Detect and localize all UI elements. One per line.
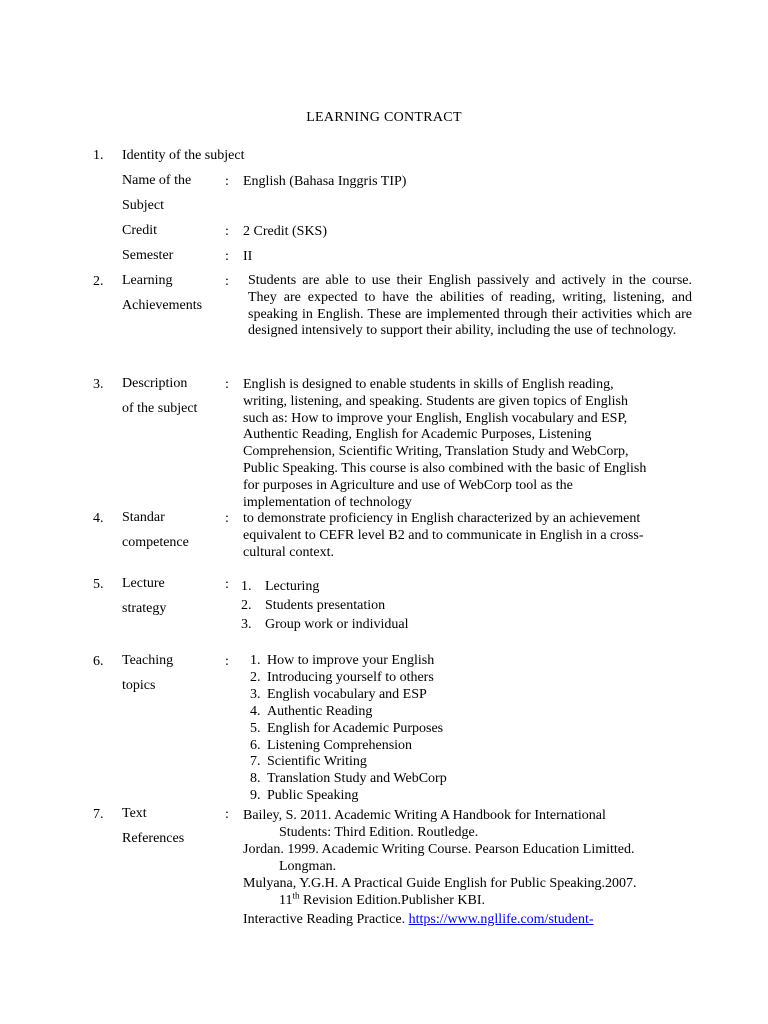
list-item: 2. Introducing yourself to others [250,669,434,685]
competence-text: to demonstrate proficiency in English characterized by an achievement equivalent to CEFR level B2 and to communicate in English in a cross- cultural context. [243,511,644,560]
reference-item: Bailey, S. 2011. Academic Writing A Handbook for International Students: Third Edition. Routledge. [243,808,606,840]
section-heading-standar-competence: Standar competence [122,510,189,550]
list-item: 9. Public Speaking [250,788,359,804]
reference-link[interactable]: https://www.ngllife.com/student- [408,912,594,927]
field-value-semester: II [243,249,253,264]
list-item: 3. English vocabulary and ESP [250,686,427,702]
list-item: 5. English for Academic Purposes [250,720,444,736]
section-number: 5. [93,577,104,592]
section-heading-lecture-strategy: Lecture strategy [122,576,167,616]
field-value-credit: 2 Credit (SKS) [243,224,327,239]
colon: : [225,807,229,822]
section-number: 7. [93,807,104,822]
field-label-credit: Credit [122,223,157,238]
field-label-semester: Semester [122,248,174,263]
section-number: 3. [93,377,104,392]
references-list [243,807,713,928]
list-item: 1. How to improve your English [250,653,435,668]
section-number: 4. [93,511,104,526]
reference-item: Interactive Reading Practice. https://www.ngllife.com/student- [243,912,594,927]
list-item: 3. Group work or individual [241,617,409,633]
description-text: English is designed to enable students in skills of English reading, writing, listening, and speaking. Students are given topics of English such as: How to improve your English, English vocabulary and ESP, Authentic Reading, English for Academic Purposes, Listening Comprehension, Scientific Writing, Translation Study and WebCorp, Public Speaking. This course is also combined with the basic of English for purposes in Agriculture and use of WebCorp tool as the implementation of technology [243,377,647,510]
list-item: 2. Students presentation [241,598,386,614]
section-heading-teaching-topics: Teaching topics [122,653,174,693]
colon: : [225,577,229,592]
section-number: 6. [93,654,104,669]
section-number: 1. [93,148,104,163]
reference-item: Jordan. 1999. Academic Writing Course. Pearson Education Limitted. Longman. [243,842,635,874]
colon: : [225,249,229,264]
section-heading: Identity of the subject [122,148,245,163]
section-number: 2. [93,274,104,289]
reference-item: Mulyana, Y.G.H. A Practical Guide English for Public Speaking.2007. 11th Revision Edition.Publisher KBI. [243,876,637,908]
learning-achievements-text: Students are able to use their English passively and actively in the course. They are expected to have the abilities of reading, writing, listening, and speaking in English. These are implemented through their activities which are designed intensively to support their ability, including the use of technology. [248,273,692,339]
section-heading-description: Description of the subject [122,376,198,416]
section-heading-learning-achievements: Learning Achievements [122,273,203,313]
colon: : [225,174,229,189]
colon: : [225,224,229,239]
colon: : [225,511,229,526]
colon: : [225,654,229,669]
teaching-topics-list [250,653,447,805]
field-label-name-of-subject: Name of the Subject [122,173,192,213]
colon: : [225,274,229,289]
lecture-strategy-list [241,577,408,635]
list-item: 1. Lecturing [241,579,320,594]
list-item: 7. Scientific Writing [250,754,367,770]
colon: : [225,377,229,392]
section-heading-text-references: Text References [122,806,185,846]
list-item: 4. Authentic Reading [250,703,373,719]
list-item: 8. Translation Study and WebCorp [250,771,447,787]
page-title: LEARNING CONTRACT [306,110,462,125]
list-item: 6. Listening Comprehension [250,737,413,753]
field-value-subject-name: English (Bahasa Inggris TIP) [243,174,407,189]
